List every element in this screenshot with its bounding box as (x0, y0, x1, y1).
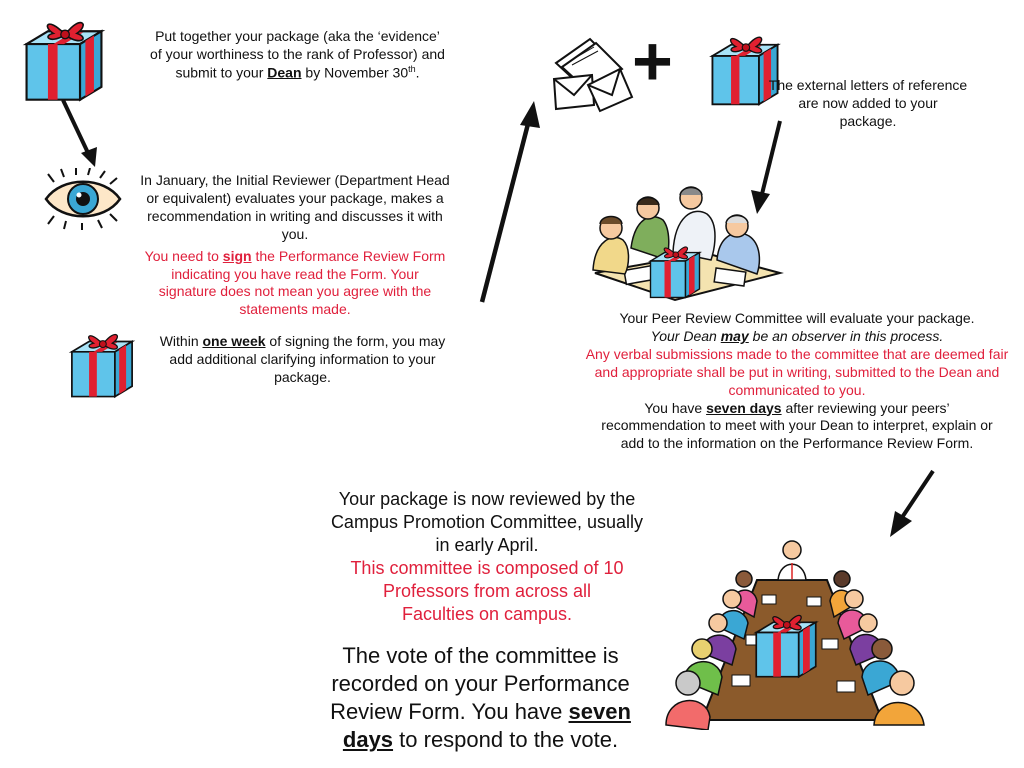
step4-text (768, 77, 968, 131)
step4-line: The external letters of reference are now added to your package. (768, 77, 968, 129)
step6-vote (318, 642, 643, 755)
step3-pre: Within (159, 333, 203, 349)
step5-text (582, 310, 1012, 453)
letters-icon (550, 35, 635, 113)
step5-dean-pre: Your Dean (650, 327, 721, 344)
step1-line1: Put together your package (aka the ‘evidence’ (155, 28, 440, 44)
step5-line1: Your Peer Review Committee will evaluate your package. (619, 310, 975, 326)
step2-sign-bold: sign (222, 247, 252, 264)
step1-line3-mid: by November 30 (301, 64, 409, 81)
step6-main: Your package is now reviewed by the Campus Promotion Committee, usually in early April. (330, 489, 644, 556)
step6-vote-pre: The vote of the committee is recorded on your Performance Review Form. You have (330, 643, 630, 725)
step5-days-post: after reviewing your peers’ recommendation to meet with your Dean to interpret, explain or add to the information on the Performance Review Form. (601, 399, 993, 452)
arrow-icon (470, 95, 550, 310)
step1-line2: of your worthiness to the rank of Professor) and (150, 45, 445, 62)
arrow-icon (885, 467, 945, 542)
step2-sign-pre: You need to (144, 247, 223, 264)
step6-text (322, 488, 652, 626)
step1-line3-end: . (415, 64, 420, 81)
step5-verbal: Any verbal submissions made to the committee that are deemed fair and appropriate shall be put in writing, submitted to the Dean and communicated to you. (585, 345, 1009, 398)
step2-sign (135, 248, 455, 320)
step5-may: may (720, 327, 749, 344)
step1-dean: Dean (267, 64, 302, 81)
step1-text (125, 28, 470, 82)
step2-main: In January, the Initial Reviewer (Department Head or equivalent) evaluates your package, makes a recommendation in writing and discusses it with you. (140, 172, 450, 242)
meeting-clipart-icon (585, 178, 785, 308)
boardroom-clipart-icon (662, 535, 932, 730)
eye-icon (42, 168, 124, 230)
step3-post: of signing the form, you may add additional clarifying information to your package. (169, 333, 446, 385)
step5-seven-days: seven days (706, 399, 782, 416)
step1-sup: th (408, 63, 416, 74)
plus-icon: + (632, 22, 673, 100)
step1-line3-pre: submit to your (175, 64, 268, 81)
gift-box-icon (18, 12, 110, 104)
step3-text (150, 333, 455, 387)
gift-box-icon (64, 326, 140, 400)
step2-text (135, 172, 455, 319)
step6-red: This committee is composed of 10 Professors from across all Faculties on campus. (350, 558, 624, 625)
step5-dean-post: be an observer in this process. (748, 327, 944, 344)
step5-days-pre: You have (644, 399, 707, 416)
step3-one-week: one week (202, 333, 266, 349)
step6-vote-post: to respond to the vote. (393, 727, 619, 753)
step5-days (582, 400, 1012, 454)
arrow-icon (55, 95, 105, 170)
step5-dean (582, 328, 1012, 346)
step2-sign-post: the Performance Review Form indicating you have read the Form. Your signature does not mean you agree with the statements made. (158, 247, 446, 318)
step6-seven-days: seven days (342, 699, 631, 753)
